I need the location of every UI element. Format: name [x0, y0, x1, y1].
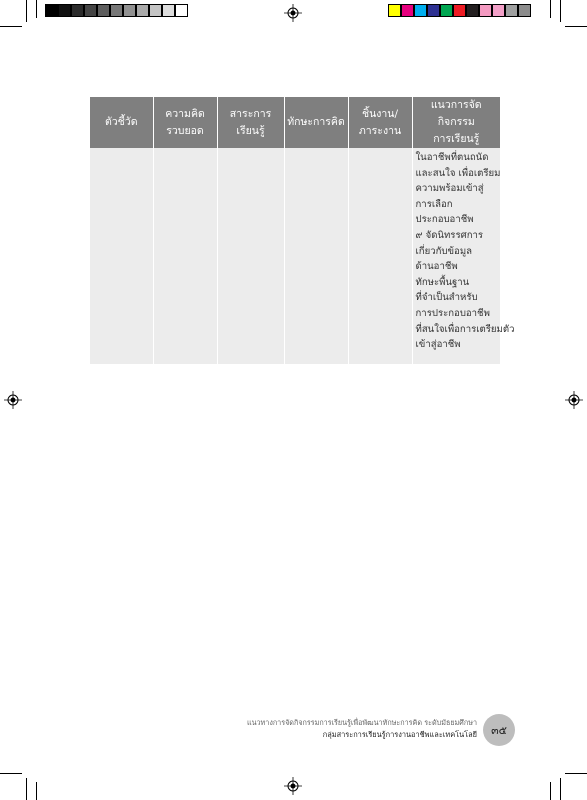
activity-line: ด้านอาชีพ: [415, 261, 458, 273]
header-activity: [412, 97, 500, 148]
cell-concept: [153, 148, 217, 364]
activity-line: ที่จำเป็นสำหรับ: [415, 292, 478, 304]
activity-table: [90, 97, 515, 364]
color-swatch: [175, 4, 188, 17]
header-concept: [153, 97, 217, 148]
activity-line: การเลือก: [415, 198, 453, 210]
page-number: ๓๕: [491, 724, 507, 737]
activity-line: ประกอบอาชีพ: [415, 214, 474, 226]
color-swatch: [466, 4, 479, 17]
header-content: [217, 97, 284, 148]
page-number-badge: [483, 714, 515, 746]
cell-activity: [412, 148, 515, 364]
color-swatch: [414, 4, 427, 17]
color-swatch: [136, 4, 149, 17]
header-line: ตัวชี้วัด: [104, 116, 138, 128]
table-header-row: [90, 97, 500, 148]
color-swatch: [58, 4, 71, 17]
color-swatch: [110, 4, 123, 17]
crop-mark: [26, 778, 27, 800]
table-row: [90, 148, 500, 364]
color-swatch: [479, 4, 492, 17]
crop-mark: [560, 778, 561, 800]
color-swatch: [492, 4, 505, 17]
color-swatch: [440, 4, 453, 17]
activity-line: ทักษะพื้นฐาน: [415, 276, 470, 288]
color-swatch: [71, 4, 84, 17]
process-color-bar: [388, 4, 531, 19]
header-line: รวบยอด: [166, 124, 204, 137]
crop-mark: [560, 0, 561, 22]
crop-mark: [550, 782, 551, 800]
header-thinking-skill: [284, 97, 348, 148]
header-line: การเรียนรู้: [433, 133, 480, 145]
activity-line: การประกอบอาชีพ: [415, 307, 490, 319]
crop-mark: [565, 773, 587, 774]
header-line: ทักษะการคิด: [287, 116, 345, 128]
color-swatch: [518, 4, 531, 17]
activity-line: ความพร้อมเข้าสู่: [415, 183, 484, 195]
header-line: ชิ้นงาน/: [361, 107, 399, 120]
header-line: ภาระงาน: [358, 124, 402, 137]
registration-mark-icon: [284, 777, 302, 795]
crop-mark: [0, 26, 22, 27]
footer-book-title: แนวทางการจัดกิจกรรมการเรียนรู้เพื่อพัฒนาทักษะการคิด ระดับมัธยมศึกษา: [246, 718, 477, 727]
color-swatch: [505, 4, 518, 17]
crop-mark: [36, 782, 37, 800]
registration-mark-icon: [4, 391, 22, 409]
header-line: สาระการเรียนรู้: [229, 107, 272, 137]
cell-indicator: [90, 148, 153, 364]
crop-mark: [565, 26, 587, 27]
header-task: [348, 97, 412, 148]
cell-content: [217, 148, 284, 364]
registration-mark-icon: [284, 4, 302, 22]
header-line: แนวการจัดกิจกรรม: [430, 99, 482, 128]
activity-line: เกี่ยวกับข้อมูล: [415, 245, 473, 257]
header-line: ความคิด: [165, 107, 205, 120]
color-swatch: [97, 4, 110, 17]
color-swatch: [427, 4, 440, 17]
activity-line: ที่สนใจเพื่อการเตรียมตัว: [415, 323, 515, 335]
color-swatch: [453, 4, 466, 17]
header-indicator: [90, 97, 153, 148]
grayscale-color-bar: [45, 4, 188, 19]
color-swatch: [388, 4, 401, 17]
footer-subject: กลุ่มสาระการเรียนรู้การงานอาชีพและเทคโนโลยี: [322, 730, 477, 739]
cell-thinking-skill: [284, 148, 348, 364]
color-swatch: [162, 4, 175, 17]
color-swatch: [84, 4, 97, 17]
crop-mark: [550, 0, 551, 18]
activity-line: เข้าสู่อาชีพ: [415, 339, 461, 351]
crop-mark: [36, 0, 37, 18]
color-swatch: [123, 4, 136, 17]
activity-line: และสนใจ เพื่อเตรียม: [415, 167, 501, 179]
crop-mark: [26, 0, 27, 22]
crop-mark: [0, 773, 22, 774]
cell-task: [348, 148, 412, 364]
color-swatch: [45, 4, 58, 17]
color-swatch: [401, 4, 414, 17]
color-swatch: [149, 4, 162, 17]
activity-line: ในอาชีพที่ตนถนัด: [415, 152, 489, 163]
registration-mark-icon: [565, 391, 583, 409]
activity-line: ๙ จัดนิทรรศการ: [415, 229, 484, 241]
